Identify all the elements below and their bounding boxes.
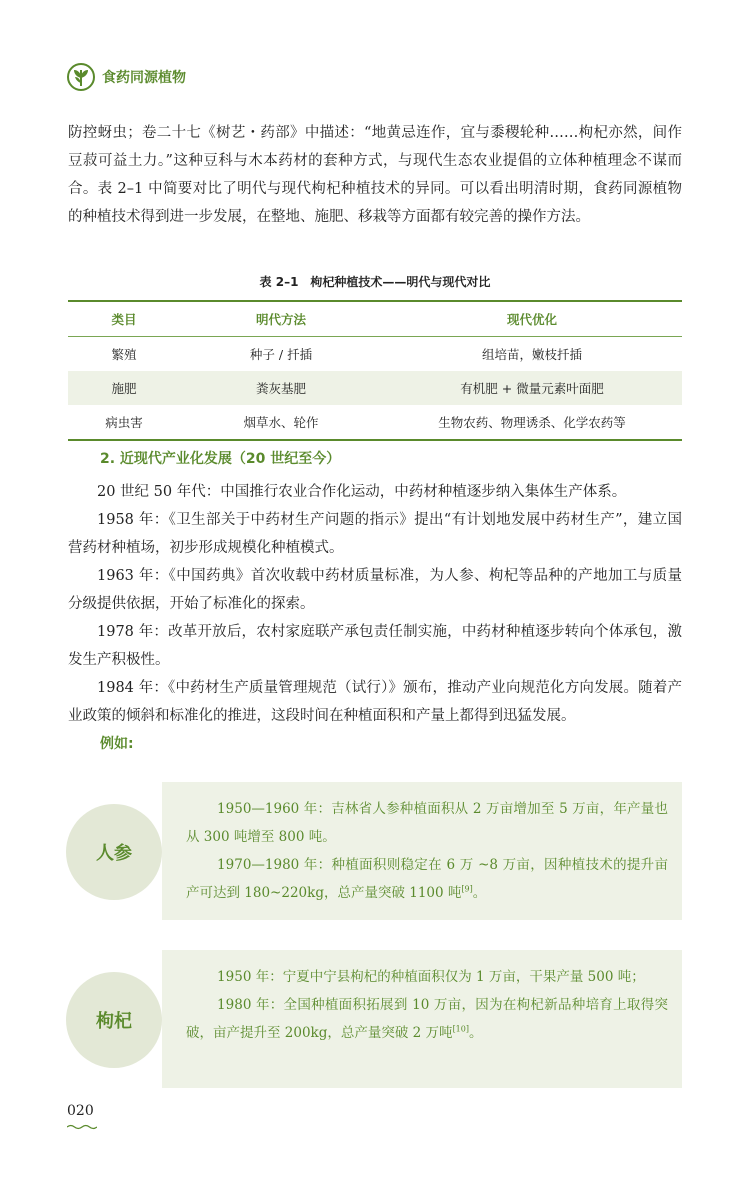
table-header-cell: 类目 [68,301,180,337]
page-number: 020 [67,1103,94,1119]
timeline-entry: 1958 年：《卫生部关于中药材生产问题的指示》提出“有计划地发展中药材生产”，建立国营药材种植场，初步形成规模化种植模式。 [68,512,682,556]
header-title: 食药同源植物 [102,70,186,86]
example-line [186,991,668,1047]
table-cell: 生物农药、物理诱杀、化学农药等 [382,405,682,440]
wave-ornament-icon [67,1124,97,1130]
table-header-row [68,301,682,337]
table-cell: 种子 / 扦插 [249,347,313,362]
table-cell: 病虫害 [68,405,180,440]
intro-paragraph: 防控蚜虫；卷二十七《树艺・药部》中描述：“地黄忌连作，宜与黍稷轮种……枸杞亦然，间作豆菽可益土力。”这种豆科与木本药材的套种方式，与现代生态农业提倡的立体种植理念不谋而合。表 2–1 中简要对比了明代与现代枸杞种植技术的异同。可以看出明清时期，食药同源植物的种植技术得到进一步发展，在整地、施肥、移栽等方面都有较完善的操作方法。 [68,125,682,225]
citation-ref: [10] [452,1024,469,1034]
table-cell: 有机肥 + 微量元素叶面肥 [382,371,682,405]
timeline-entry: 1978 年：改革开放后，农村家庭联产承包责任制实施，中药材种植逐步转向个体承包，激发生产积极性。 [68,624,682,668]
table-row [68,337,682,372]
timeline-entries [68,478,682,730]
table-cell: 组培苗，嫩枝扦插 [481,347,582,362]
table-cell: 施肥 [68,371,180,405]
leaf-logo-icon [66,62,96,92]
table-header-cell: 现代优化 [382,301,682,337]
example-circle-wolfberry: 枸杞 [66,972,162,1068]
table-row [68,405,682,440]
example-line-text: 1970—1980 年：种植面积则稳定在 6 万 ~8 万亩，因种植技术的提升亩产可达到 180~220kg，总产量突破 1100 吨 [186,857,668,901]
example-text-ginseng [186,795,668,907]
table-caption: 表 2–1 枸杞种植技术——明代与现代对比 [259,275,491,289]
example-line: 1950 年：宁夏中宁县枸杞的种植面积仅为 1 万亩，干果产量 500 吨； [217,969,645,985]
citation-ref: [9] [461,884,473,894]
comparison-table [68,300,682,441]
example-line-text: 1980 年：全国种植面积拓展到 10 万亩，因为在枸杞新品种培育上取得突破，亩产提升至 200kg，总产量突破 2 万吨 [186,997,668,1041]
table-cell: 繁殖 [111,347,137,362]
table-cell: 烟草水、轮作 [180,405,382,440]
example-line [186,851,668,907]
timeline-entry: 1963 年：《中国药典》首次收载中药材质量标准，为人参、枸杞等品种的产地加工与质量分级提供依据，开始了标准化的探索。 [68,568,682,612]
table-cell: 粪灰基肥 [180,371,382,405]
example-circle-ginseng: 人参 [66,804,162,900]
timeline-entry: 1984 年：《中药材生产质量管理规范（试行）》颁布，推动产业向规范化方向发展。随着产业政策的倾斜和标准化的推进，这段时间在种植面积和产量上都得到迅猛发展。 [68,680,682,724]
example-text-wolfberry [186,963,668,1047]
table-header-cell: 明代方法 [180,301,382,337]
section-heading: 2. 近现代产业化发展（20 世纪至今） [100,451,341,467]
running-header [66,62,186,92]
timeline-entry: 20 世纪 50 年代：中国推行农业合作化运动，中药材种植逐步纳入集体生产体系。 [97,484,627,500]
sentence-end: 。 [472,885,487,901]
sentence-end: 。 [468,1025,483,1041]
example-line: 1950—1960 年：吉林省人参种植面积从 2 万亩增加至 5 万亩，年产量也从 300 吨增至 800 吨。 [186,801,668,845]
example-label: 例如: [100,736,134,752]
table-row [68,371,682,405]
